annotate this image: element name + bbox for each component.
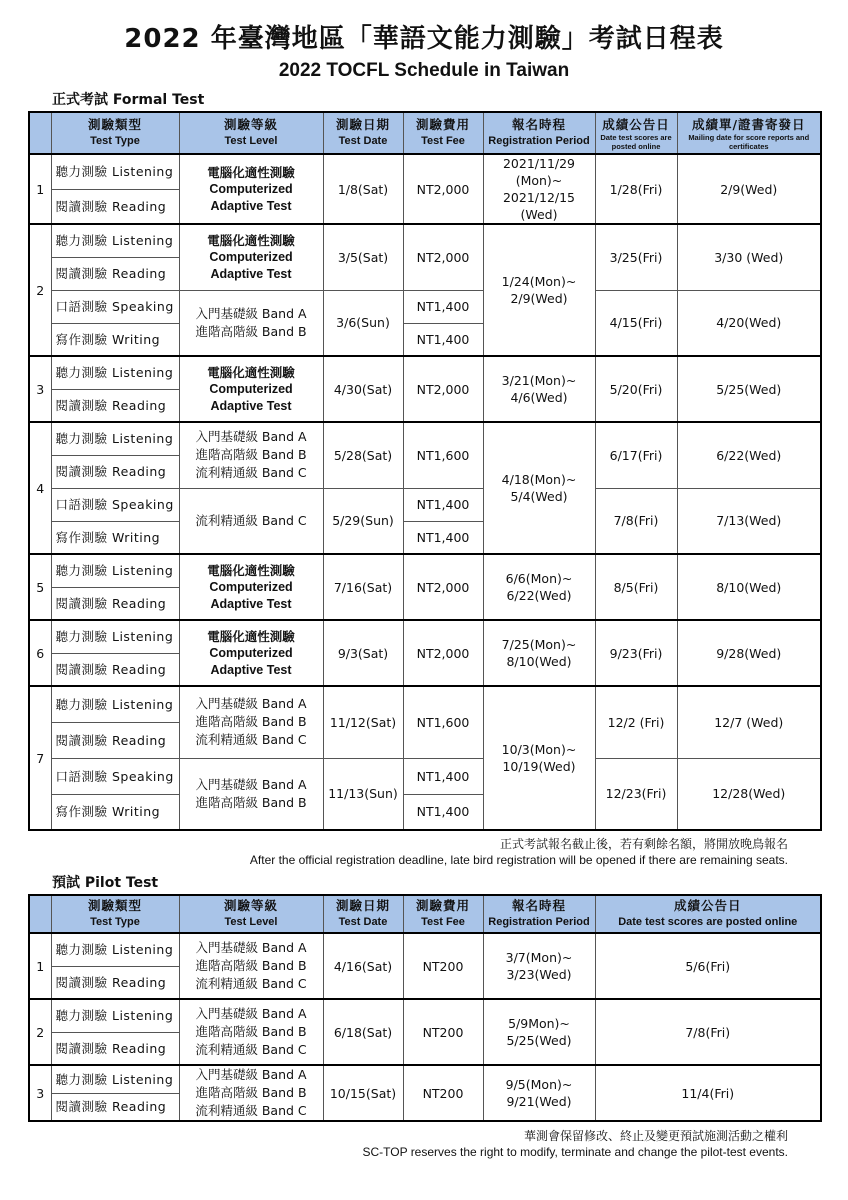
table-row [29,554,821,587]
table-row [29,1065,821,1093]
table-row [29,758,821,794]
test-type-listening: 聽力測驗 Listening [51,933,179,966]
test-fee: NT1,400 [403,758,483,794]
table-row [29,999,821,1032]
header-test-fee: 測驗費用 Test Fee [403,112,483,154]
test-date: 5/29(Sun) [323,488,403,554]
registration-period: 3/21(Mon)~ 4/6(Wed) [483,356,595,422]
test-type-speaking: 口語測驗 Speaking [51,488,179,521]
test-level-bands: 入門基礎級 Band A 進階高階級 Band B [179,290,323,356]
registration-period: 9/5(Mon)~ 9/21(Wed) [483,1065,595,1121]
mail-date: 4/20(Wed) [677,290,821,356]
test-type-reading: 閱讀測驗 Reading [51,722,179,758]
test-date: 10/15(Sat) [323,1065,403,1121]
row-number: 7 [29,686,51,830]
formal-header-row [29,112,821,154]
header-test-type: 測驗類型 Test Type [51,895,179,933]
test-type-listening: 聽力測驗 Listening [51,224,179,257]
table-row [29,686,821,722]
row-number: 5 [29,554,51,620]
mail-date: 7/13(Wed) [677,488,821,554]
mail-date: 2/9(Wed) [677,154,821,224]
test-fee: NT1,400 [403,290,483,323]
test-level-bands: 流利精通級 Band C [179,488,323,554]
test-type-speaking: 口語測驗 Speaking [51,290,179,323]
test-type-reading: 閱讀測驗 Reading [51,389,179,422]
test-type-writing: 寫作測驗 Writing [51,521,179,554]
pilot-test-heading: 預試 Pilot Test [52,875,159,891]
test-fee: NT200 [403,999,483,1065]
test-type-listening: 聽力測驗 Listening [51,554,179,587]
score-date: 12/23(Fri) [595,758,677,830]
test-fee: NT200 [403,933,483,999]
test-date: 7/16(Sat) [323,554,403,620]
mail-date: 8/10(Wed) [677,554,821,620]
row-number: 6 [29,620,51,686]
table-row [29,154,821,189]
row-number: 1 [29,154,51,224]
test-fee: NT1,400 [403,521,483,554]
pilot-header-row [29,895,821,933]
row-number: 2 [29,224,51,356]
pilot-note-zh: 華測會保留修改、終止及變更預試施測活動之權利 [523,1129,788,1143]
test-level-cat: 電腦化適性測驗 Computerized Adaptive Test [179,554,323,620]
table-row [29,488,821,521]
test-type-reading: 閱讀測驗 Reading [51,455,179,488]
test-type-listening: 聽力測驗 Listening [51,1065,179,1093]
header-registration: 報名時程 Registration Period [483,895,595,933]
registration-period: 5/9Mon)~ 5/25(Wed) [483,999,595,1065]
pilot-test-table [28,894,822,1122]
test-type-listening: 聽力測驗 Listening [51,999,179,1032]
row-number: 3 [29,1065,51,1121]
score-date: 12/2 (Fri) [595,686,677,758]
test-level-bands: 入門基礎級 Band A 進階高階級 Band B [179,758,323,830]
formal-test-heading: 正式考試 Formal Test [52,92,205,108]
mail-date: 12/28(Wed) [677,758,821,830]
registration-period: 7/25(Mon)~ 8/10(Wed) [483,620,595,686]
row-number: 1 [29,933,51,999]
pilot-note-en: SC-TOP reserves the right to modify, terminate and change the pilot-test events. [362,1145,788,1159]
test-level-cat: 電腦化適性測驗 Computerized Adaptive Test [179,154,323,224]
header-test-type: 測驗類型 Test Type [51,112,179,154]
test-type-reading: 閱讀測驗 Reading [51,1093,179,1121]
test-date: 4/30(Sat) [323,356,403,422]
test-date: 5/28(Sat) [323,422,403,488]
test-fee: NT200 [403,1065,483,1121]
formal-note-zh: 正式考試報名截止後，若有剩餘名額，將開放晚鳥報名 [499,837,788,851]
test-fee: NT1,400 [403,488,483,521]
test-date: 6/18(Sat) [323,999,403,1065]
registration-period: 3/7(Mon)~ 3/23(Wed) [483,933,595,999]
score-date: 1/28(Fri) [595,154,677,224]
test-level-cat: 電腦化適性測驗 Computerized Adaptive Test [179,356,323,422]
header-test-level: 測驗等級 Test Level [179,112,323,154]
page-title-zh: 2022 年臺灣地區「華語文能力測驗」考試日程表 [124,24,724,54]
test-level-bands: 入門基礎級 Band A 進階高階級 Band B 流利精通級 Band C [179,933,323,999]
score-date: 7/8(Fri) [595,488,677,554]
table-row [29,933,821,966]
test-type-reading: 閱讀測驗 Reading [51,653,179,686]
test-type-reading: 閱讀測驗 Reading [51,1032,179,1065]
registration-period: 1/24(Mon)~ 2/9(Wed) [483,224,595,356]
test-level-bands: 入門基礎級 Band A 進階高階級 Band B 流利精通級 Band C [179,999,323,1065]
score-date: 11/4(Fri) [595,1065,821,1121]
test-fee: NT2,000 [403,224,483,290]
header-score-date: 成績公告日 Date test scores are posted online [595,112,677,154]
test-fee: NT2,000 [403,154,483,224]
mail-date: 3/30 (Wed) [677,224,821,290]
registration-period: 10/3(Mon)~ 10/19(Wed) [483,686,595,830]
row-number: 4 [29,422,51,554]
test-fee: NT1,600 [403,422,483,488]
score-date: 8/5(Fri) [595,554,677,620]
test-fee: NT1,600 [403,686,483,758]
page-title-en: 2022 TOCFL Schedule in Taiwan [278,60,570,81]
header-test-date: 測驗日期 Test Date [323,895,403,933]
mail-date: 6/22(Wed) [677,422,821,488]
table-row [29,224,821,257]
score-date: 5/6(Fri) [595,933,821,999]
test-type-reading: 閱讀測驗 Reading [51,966,179,999]
test-type-speaking: 口語測驗 Speaking [51,758,179,794]
test-date: 1/8(Sat) [323,154,403,224]
test-fee: NT2,000 [403,554,483,620]
header-test-fee: 測驗費用 Test Fee [403,895,483,933]
score-date: 4/15(Fri) [595,290,677,356]
formal-test-table [28,111,822,831]
registration-period: 4/18(Mon)~ 5/4(Wed) [483,422,595,554]
mail-date: 12/7 (Wed) [677,686,821,758]
score-date: 5/20(Fri) [595,356,677,422]
test-date: 3/6(Sun) [323,290,403,356]
mail-date: 5/25(Wed) [677,356,821,422]
header-no [29,895,51,933]
test-type-writing: 寫作測驗 Writing [51,323,179,356]
score-date: 3/25(Fri) [595,224,677,290]
score-date: 6/17(Fri) [595,422,677,488]
score-date: 7/8(Fri) [595,999,821,1065]
table-row [29,290,821,323]
test-level-bands: 入門基礎級 Band A 進階高階級 Band B 流利精通級 Band C [179,1065,323,1121]
test-level-cat: 電腦化適性測驗 Computerized Adaptive Test [179,224,323,290]
test-date: 11/13(Sun) [323,758,403,830]
test-type-listening: 聽力測驗 Listening [51,422,179,455]
test-type-listening: 聽力測驗 Listening [51,154,179,189]
mail-date: 9/28(Wed) [677,620,821,686]
test-fee: NT2,000 [403,620,483,686]
test-level-bands: 入門基礎級 Band A 進階高階級 Band B 流利精通級 Band C [179,422,323,488]
header-no [29,112,51,154]
test-date: 11/12(Sat) [323,686,403,758]
test-type-listening: 聽力測驗 Listening [51,686,179,722]
test-type-writing: 寫作測驗 Writing [51,794,179,830]
test-fee: NT1,400 [403,794,483,830]
test-type-reading: 閱讀測驗 Reading [51,257,179,290]
test-type-listening: 聽力測驗 Listening [51,356,179,389]
table-row [29,422,821,455]
score-date: 9/23(Fri) [595,620,677,686]
test-date: 3/5(Sat) [323,224,403,290]
test-date: 9/3(Sat) [323,620,403,686]
registration-period: 2021/11/29 (Mon)~ 2021/12/15 (Wed) [483,154,595,224]
test-type-reading: 閱讀測驗 Reading [51,189,179,224]
test-level-cat: 電腦化適性測驗 Computerized Adaptive Test [179,620,323,686]
row-number: 2 [29,999,51,1065]
header-mail-date: 成績單/證書寄發日 Mailing date for score reports and certificates [677,112,821,154]
row-number: 3 [29,356,51,422]
test-type-reading: 閱讀測驗 Reading [51,587,179,620]
test-fee: NT2,000 [403,356,483,422]
header-score-date: 成績公告日 Date test scores are posted online [595,895,821,933]
test-level-bands: 入門基礎級 Band A 進階高階級 Band B 流利精通級 Band C [179,686,323,758]
header-test-date: 測驗日期 Test Date [323,112,403,154]
test-type-listening: 聽力測驗 Listening [51,620,179,653]
test-date: 4/16(Sat) [323,933,403,999]
table-row [29,356,821,389]
header-test-level: 測驗等級 Test Level [179,895,323,933]
table-row [29,620,821,653]
formal-note-en: After the official registration deadline, late bird registration will be opened if there are remaining seats. [249,853,788,867]
test-fee: NT1,400 [403,323,483,356]
registration-period: 6/6(Mon)~ 6/22(Wed) [483,554,595,620]
header-registration: 報名時程 Registration Period [483,112,595,154]
